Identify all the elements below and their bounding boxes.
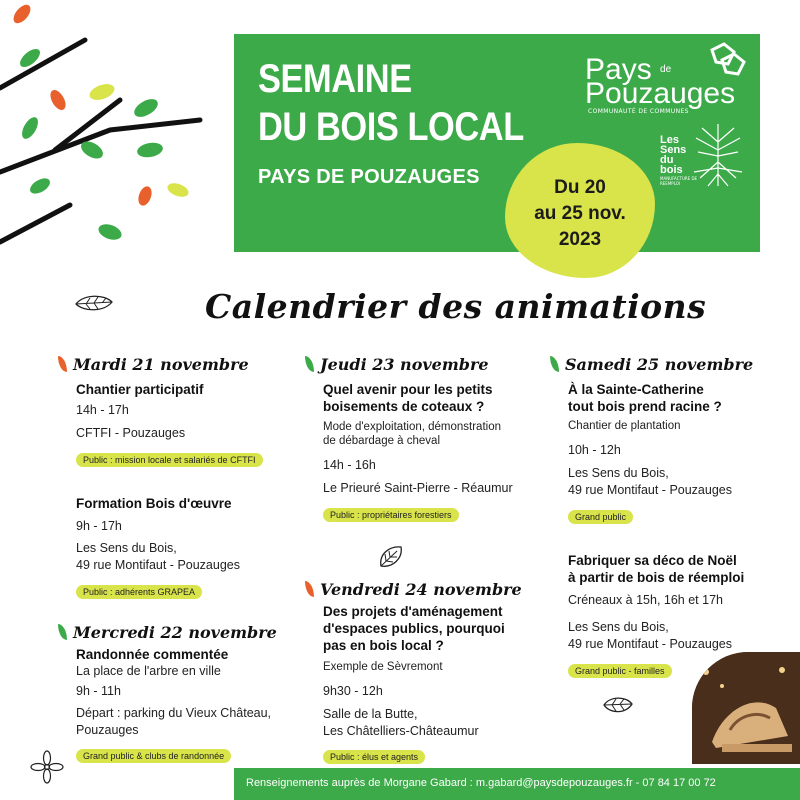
leaf-icon [74, 292, 114, 314]
event-desc: Exemple de Sèvremont [323, 661, 443, 673]
event-place: 49 rue Montifaut - Pouzauges [76, 558, 240, 572]
event-place: Les Châtelliers-Châteaumur [323, 724, 479, 738]
logo-cc-text: COMMUNAUTÉ DE COMMUNES [588, 108, 689, 115]
event-title-projets: Des projets d'aménagement d'espaces publics, pourquoi pas en bois local ? [323, 604, 505, 653]
event-place: 49 rue Montifaut - Pouzauges [568, 483, 732, 497]
audience-tag: Grand public [568, 510, 633, 524]
event-title-chantier: Chantier participatif [76, 382, 204, 397]
event-time: 14h - 16h [323, 458, 376, 472]
day-heading-mercredi: Mercredi 22 novembre [58, 623, 288, 642]
event-title-deco-noel: Fabriquer sa déco de Noël à partir de bois de réemploi [568, 553, 745, 585]
leaf-icon [550, 356, 559, 372]
event-place: Les Sens du Bois, [568, 466, 669, 480]
logo-pays-de-pouzauges: Pays $^{de}$ Pouzauges [585, 53, 736, 110]
leaf-icon [58, 356, 67, 372]
day-heading-samedi: Samedi 25 novembre [550, 355, 790, 374]
column-3 [550, 355, 790, 678]
calendar-title: Calendrier des animations [205, 287, 707, 326]
logo-manufacture-text: MANUFACTURE DE REEMPLOI [660, 176, 698, 186]
event-time: 9h30 - 12h [323, 684, 383, 698]
event-time: 9h - 17h [76, 519, 122, 533]
event-place: Les Sens du Bois, [76, 541, 177, 555]
leaf-icon [305, 356, 314, 372]
leaf-icon [305, 581, 314, 597]
event-title-formation: Formation Bois d'œuvre [76, 496, 232, 511]
event-desc: de débardage à cheval [323, 435, 441, 447]
logo-sens-du-bois: Les Sens du bois [660, 134, 687, 176]
event-title: SEMAINE DU BOIS LOCAL [258, 57, 524, 149]
event-time: 9h - 11h [76, 684, 121, 698]
event-place: CFTFI - Pouzauges [76, 426, 186, 440]
event-desc: La place de l'arbre en ville [76, 664, 221, 678]
event-title-sainte-catherine: À la Sainte-Catherine tout bois prend racine ? [568, 382, 722, 414]
leaf-icon [58, 624, 67, 640]
event-place: Le Prieuré Saint-Pierre - Réaumur [323, 481, 513, 495]
event-time: 14h - 17h [76, 403, 129, 417]
leaf-icon [602, 694, 634, 716]
event-desc: Chantier de plantation [568, 420, 681, 432]
day-heading-jeudi: Jeudi 23 novembre [305, 355, 545, 374]
contact-info[interactable]: Renseignements auprès de Morgane Gabard : m.gabard@paysdepouzauges.fr - 07 84 17 00 72 [246, 777, 716, 789]
event-time: 10h - 12h [568, 443, 621, 457]
event-title-randonnee: Randonnée commentée [76, 647, 229, 662]
date-text: Du 20 au 25 nov. 2023 [534, 177, 626, 250]
tree-branch-illustration [0, 0, 230, 260]
event-place: Salle de la Butte, [323, 707, 418, 721]
event-time: Créneaux à 15h, 16h et 17h [568, 593, 723, 607]
flower-icon [30, 750, 64, 784]
day-heading-vendredi: Vendredi 24 novembre [305, 580, 545, 599]
audience-tag: Public : mission locale et salariés de CFTFI [76, 453, 263, 467]
event-place: 49 rue Montifaut - Pouzauges [568, 637, 732, 651]
event-desc: Mode d'exploitation, démonstration [323, 421, 501, 433]
audience-tag: Grand public & clubs de randonnée [76, 749, 231, 763]
audience-tag: Public : propriétaires forestiers [323, 508, 459, 522]
audience-tag: Public : élus et agents [323, 750, 425, 764]
day-heading-mardi: Mardi 21 novembre [58, 355, 288, 374]
event-place: Départ : parking du Vieux Château, [76, 706, 272, 720]
event-place: Les Sens du Bois, [568, 620, 669, 634]
column-1 [58, 355, 288, 763]
event-place: Pouzauges [76, 723, 139, 737]
column-2 [305, 355, 545, 764]
tree-roots-icon [690, 122, 746, 188]
audience-tag: Grand public - familles [568, 664, 672, 678]
wooden-decoration-photo [692, 652, 800, 764]
event-title-avenir: Quel avenir pour les petits boisements de coteaux ? [323, 382, 493, 414]
event-subtitle: PAYS DE POUZAUGES [258, 166, 480, 188]
leaf-icon [377, 544, 405, 570]
audience-tag: Public : adhérents GRAPEA [76, 585, 202, 599]
